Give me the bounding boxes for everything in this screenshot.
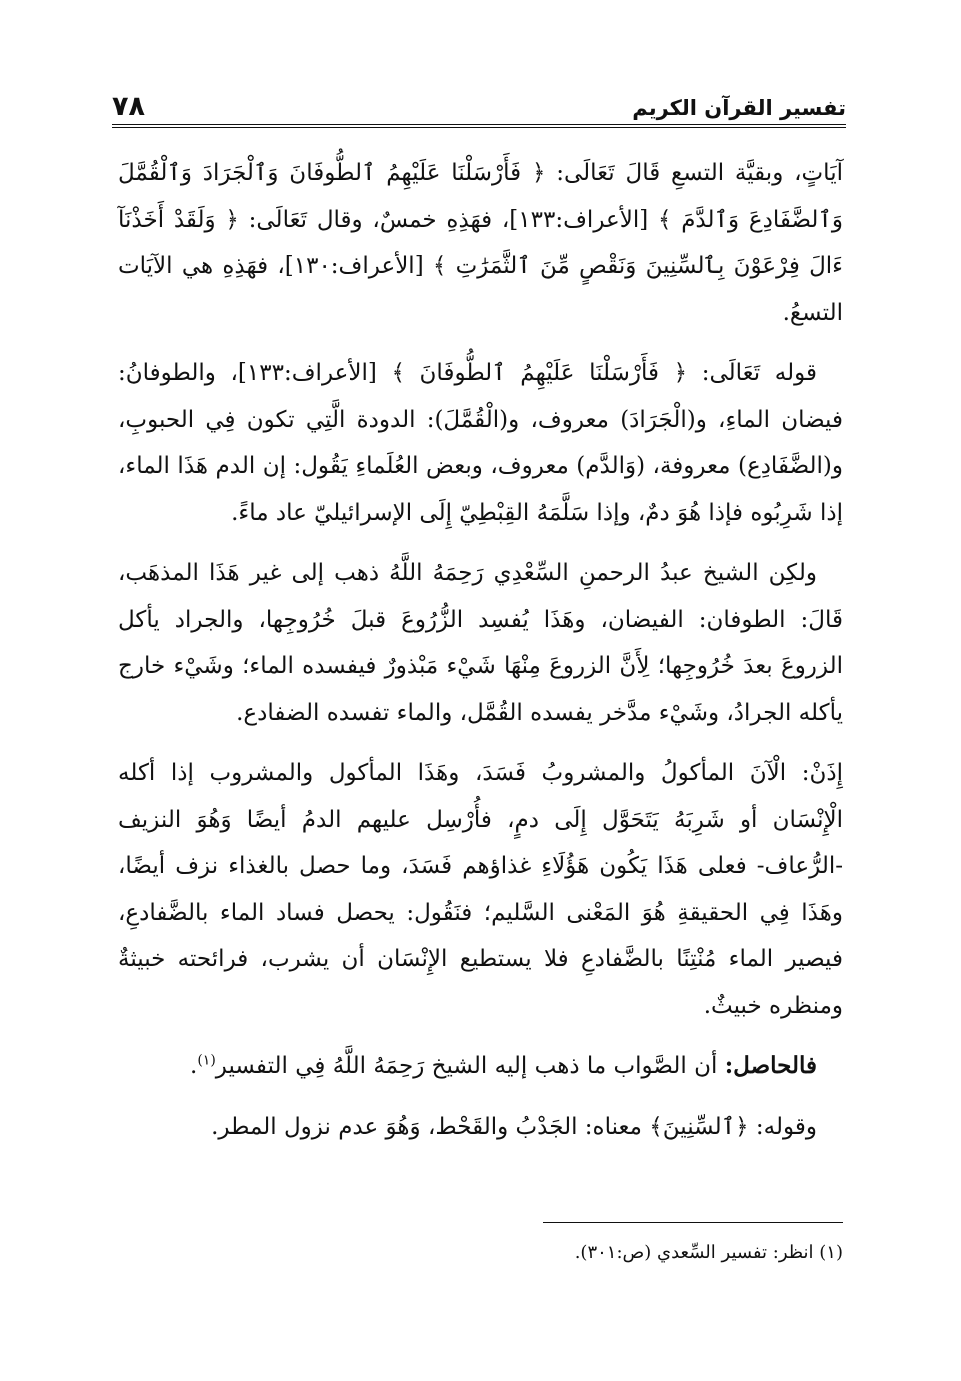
paragraph-text: وقوله: ﴿ٱلسِّنِينَ﴾ معناه: الجَدْبُ والقَحْط، وَهُوَ عدم نزول المطر. [211, 1113, 817, 1140]
paragraph-5: فالحاصل: أن الصَّواب ما ذهب إليه الشيخ رَحِمَهُ اللَّهُ فِي التفسير$^{(١)}$. [190, 1052, 817, 1079]
paragraph-text: أن الصَّواب ما ذهب إليه الشيخ رَحِمَهُ اللَّهُ فِي التفسير [215, 1053, 725, 1079]
paragraph-lead: فالحاصل: [724, 1052, 817, 1079]
page-number: ٧٨ [112, 91, 145, 122]
paragraph-text: قوله تَعَالَى: ﴿ فَأَرْسَلْنَا عَلَيْهِمُ ٱلطُّوفَانَ ﴾ [الأعراف:١٣٣]، والطوفانُ: فيضان الماءِ، و(الْجَرَادَ) معروف، و(الْقُمَّلَ): الدودة الَّتِي تكون فِي الحبوبِ، و(الضَّفَادِع) معروفة، (وَالدَّم) معروف، وبعض العُلَماءِ يَقُول: إن الدم هَذَا الماء، إذا شَرِبُوه فإذا هُوَ دمٌ، وإذا سَلَّمَهُ القِبْطِيّ إِلَى الإسرائيليّ عاد ماءً. [118, 360, 843, 526]
footnote: (١) انظر: تفسير السِّعدي (ص:٣٠١). [574, 1242, 843, 1263]
footnote-separator [543, 1222, 843, 1223]
header-title: تفسير القرآن الكريم [632, 96, 846, 120]
footnote-marker: (١) [197, 1052, 216, 1069]
paragraph-3 [118, 550, 843, 736]
paragraph-2 [118, 350, 843, 536]
paragraph-6 [118, 1104, 843, 1151]
paragraph-text: ولكِن الشيخ عبدُ الرحمنِ السِّعْدِي رَحِمَهُ اللَّهُ ذهب إلى غير هَذَا المذهَب، قَالَ: الطوفان: الفيضان، وهَذَا يُفسِد الزُّرُوعَ قبلَ خُرُوجِها، والجراد يأكل الزروعَ بعدَ خُرُوجِها؛ لِأَنَّ الزروعَ مِنْهَا شَيْء مَبْذورٌ فيفسده الماء؛ وشَيْء خارج يأكله الجرادُ، وشَيْء مدَّخر يفسده القُمَّل، والماء تفسده الضفادع. [118, 560, 843, 726]
page-body [118, 150, 843, 1164]
paragraph-text: آيَاتٍ، وبقيَّة التسعِ قَالَ تَعَالَى: ﴿ فَأَرْسَلْنَا عَلَيْهِمُ ٱلطُّوفَانَ وَٱلْجَرَادَ وَٱلْقُمَّلَ وَٱلضَّفَادِعَ وَٱلدَّمَ ﴾ [الأعراف:١٣٣]، فهَذِهِ خمسٌ، وقال تَعَالَى: ﴿ وَلَقَدْ أَخَذْنَآ ءَالَ فِرْعَوْنَ بِٱلسِّنِينَ وَنَقْصٍ مِّنَ ٱلثَّمَرَٰتِ ﴾ [الأعراف:١٣٠]، فهَذِهِ هي الآيَات التسعُ. [118, 160, 843, 326]
paragraph-text: إِذَنْ: الْآنَ المأكولُ والمشروبُ فَسَدَ، وهَذَا المأكول والمشروب إذا أكله الْإِنْسَان أو شَرِبَهُ يَتَحَوَّل إِلَى دمٍ، فأُرْسِل عليهم الدمُ أيضًا وَهُوَ النزيف -الرُّعاف- فعلى هَذَا يَكُون هَؤُلَاءِ غذاؤهم فَسَدَ، وما حصل بالغذاء نزف أيضًا، وهَذَا فِي الحقيقةِ هُوَ المَعْنى السَّليم؛ فنَقُول: يحصل فساد الماء بالضَّفادعِ، فيصير الماء مُنْتِنًا بالضَّفادعِ فلا يستطيع الإِنْسَان أن يشرب، فرائحته خبيثةٌ ومنظره خبيثٌ. [118, 760, 843, 1019]
paragraph-1 [118, 150, 843, 336]
paragraph-4 [118, 750, 843, 1029]
running-header [112, 84, 846, 128]
